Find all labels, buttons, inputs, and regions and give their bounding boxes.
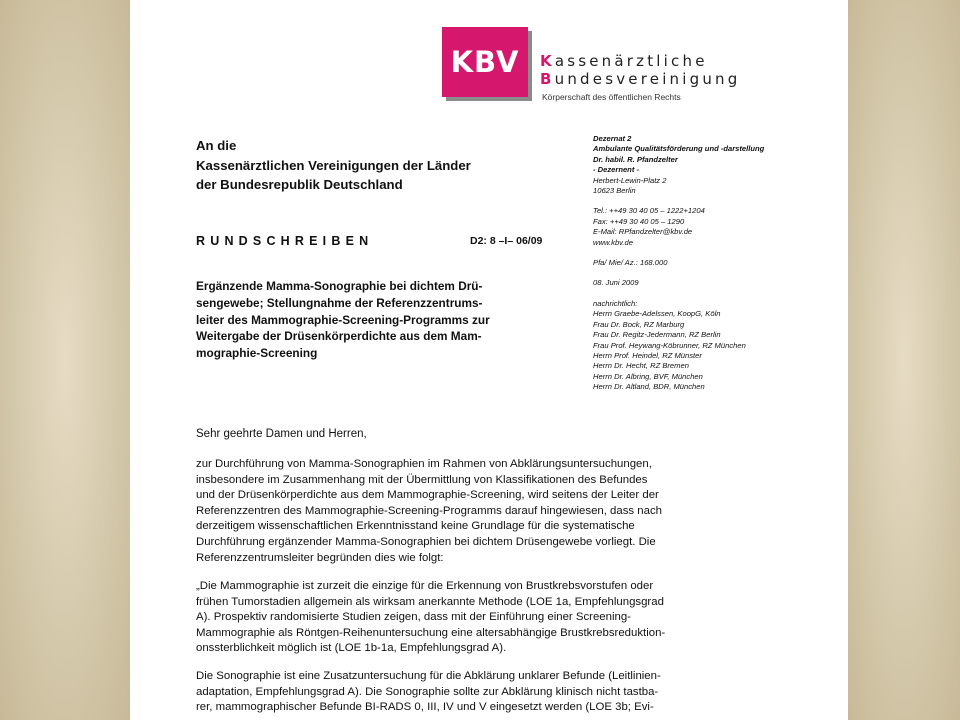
rundschreiben-title: RUNDSCHREIBEN: [196, 234, 374, 248]
recipient-line: Kassenärztlichen Vereinigungen der Länder: [196, 157, 471, 173]
paragraph-line: onssterblichkeit möglich ist (LOE 1b-1a, Empfehlungsgrad A).: [196, 642, 507, 655]
logo-name-rest-1: assenärztliche: [554, 52, 708, 70]
rundschreiben-code: D2: 8 –I– 06/09: [470, 235, 543, 247]
slide-background-left: [0, 0, 130, 720]
kbv-logo-text: KBV: [450, 45, 520, 79]
paragraph-line: und der Drüsenkörperdichte aus dem Mammographie-Screening, wird seitens der Leiter der: [196, 489, 659, 502]
subject-line: Ergänzende Mamma-Sonographie bei dichtem Drü-: [196, 279, 483, 293]
sender-email: E-Mail: RPfandzelter@kbv.de: [593, 227, 693, 237]
paragraph-line: frühen Tumorstadien allgemein als wirksam anerkannte Methode (LOE 1a, Empfehlungsgrad: [196, 595, 664, 608]
sender-fax: Fax: ++49 30 40 05 – 1290: [593, 216, 685, 226]
paragraph-line: Referenzzentren des Mammographie-Screening-Programms darauf hingewiesen, dass nach: [196, 504, 662, 517]
cc-item: Herrn Dr. Hecht, RZ Bremen: [593, 361, 689, 371]
paragraph-line: insbesondere im Zusammenhang mit der Übermittlung von Klassifikationen des Befundes: [196, 473, 648, 486]
paragraph-line: Referenzzentrumsleiter begründen dies wie folgt:: [196, 551, 444, 564]
recipient-line: der Bundesrepublik Deutschland: [196, 177, 403, 192]
sender-dept: Dezernat 2: [593, 134, 632, 143]
cc-item: Frau Dr. Bock, RZ Marburg: [593, 319, 685, 329]
document-page: [130, 0, 848, 720]
sender-street: Herbert-Lewin-Platz 2: [593, 175, 667, 185]
paragraph-line: „Die Mammographie ist zurzeit die einzige für die Erkennung von Brustkrebsvorstufen oder: [196, 580, 654, 592]
paragraph-line: A). Prospektiv randomisierte Studien zeigen, dass mit der Einführung einer Screening-: [196, 611, 631, 624]
reference-number: Pfa/ Mie/ Az.: 168.000: [593, 258, 668, 268]
logo-name-line-1: [540, 52, 708, 70]
cc-item: Herrn Dr. Albring, BVF, München: [593, 371, 703, 381]
cc-item: Herrn Dr. Altland, BDR, München: [593, 382, 705, 392]
sender-info-column: [593, 134, 764, 393]
sender-role: - Dezernent -: [593, 165, 639, 175]
logo-name-line-2: [540, 70, 741, 88]
recipient-line: An die: [196, 138, 237, 153]
sender-person: Dr. habil. R. Pfandzelter: [593, 154, 678, 164]
paragraph-line: zur Durchführung von Mamma-Sonographien im Rahmen von Abklärungsuntersuchungen,: [196, 458, 652, 470]
logo-name-rest-2: undesvereinigung: [554, 70, 741, 88]
subject-line: mographie-Screening: [196, 346, 318, 361]
logo-initial-b: B: [540, 70, 555, 88]
body-paragraph-2: [196, 579, 749, 657]
recipient-block: [196, 136, 471, 195]
kbv-logo: [442, 27, 528, 97]
subject-line: sengewebe; Stellungnahme der Referenzzentrums-: [196, 295, 483, 310]
cc-item: Herrn Graebe-Adelssen, KoopG, Köln: [593, 309, 721, 319]
slide-background-right: [848, 0, 960, 720]
paragraph-line: Mammographie als Röntgen-Reihenuntersuchung eine altersabhängige Brustkrebsreduktion-: [196, 626, 666, 639]
sender-web: www.kbv.de: [593, 237, 633, 247]
cc-item: Frau Dr. Regitz-Jedermann, RZ Berlin: [593, 330, 721, 340]
subject-line: leiter des Mammographie-Screening-Programms zur: [196, 312, 490, 327]
salutation: Sehr geehrte Damen und Herren,: [196, 428, 367, 440]
sender-dept-desc: Ambulante Qualitätsförderung und -darstellung: [593, 144, 765, 154]
logo-initial-k: K: [540, 52, 555, 70]
paragraph-line: rer, mammographischer Befunde BI-RADS 0, III, IV und V eingesetzt werden (LOE 3b; Evi-: [196, 701, 654, 714]
subject-block: [196, 278, 576, 362]
body-paragraph-3: [196, 669, 749, 716]
paragraph-line: Die Sonographie ist eine Zusatzuntersuchung für die Abklärung unklarer Befunde (Leitlinien-: [196, 670, 661, 682]
paragraph-line: adaptation, Empfehlungsgrad A). Die Sonographie sollte zur Abklärung klinisch nicht tastba-: [196, 685, 659, 698]
paragraph-line: Durchführung ergänzender Mamma-Sonographien bei dichtem Drüsengewebe vorliegt. Die: [196, 535, 656, 548]
cc-item: Frau Prof. Heywang-Köbrunner, RZ München: [593, 340, 746, 350]
sender-city: 10623 Berlin: [593, 186, 636, 196]
logo-subline: Körperschaft des öffentlichen Rechts: [542, 92, 681, 102]
paragraph-line: derzeitigem wissenschaftlichen Erkenntnisstand keine Grundlage für die systematische: [196, 520, 635, 533]
cc-item: Herrn Prof. Heindel, RZ Münster: [593, 350, 702, 360]
letter-date: 08. Juni 2009: [593, 278, 639, 288]
cc-title: nachrichtlich:: [593, 298, 638, 308]
subject-line: Weitergabe der Drüsenkörperdichte aus dem Mam-: [196, 329, 482, 344]
body-paragraph-1: [196, 457, 749, 566]
sender-tel: Tel.: ++49 30 40 05 – 1222+1204: [593, 206, 705, 216]
